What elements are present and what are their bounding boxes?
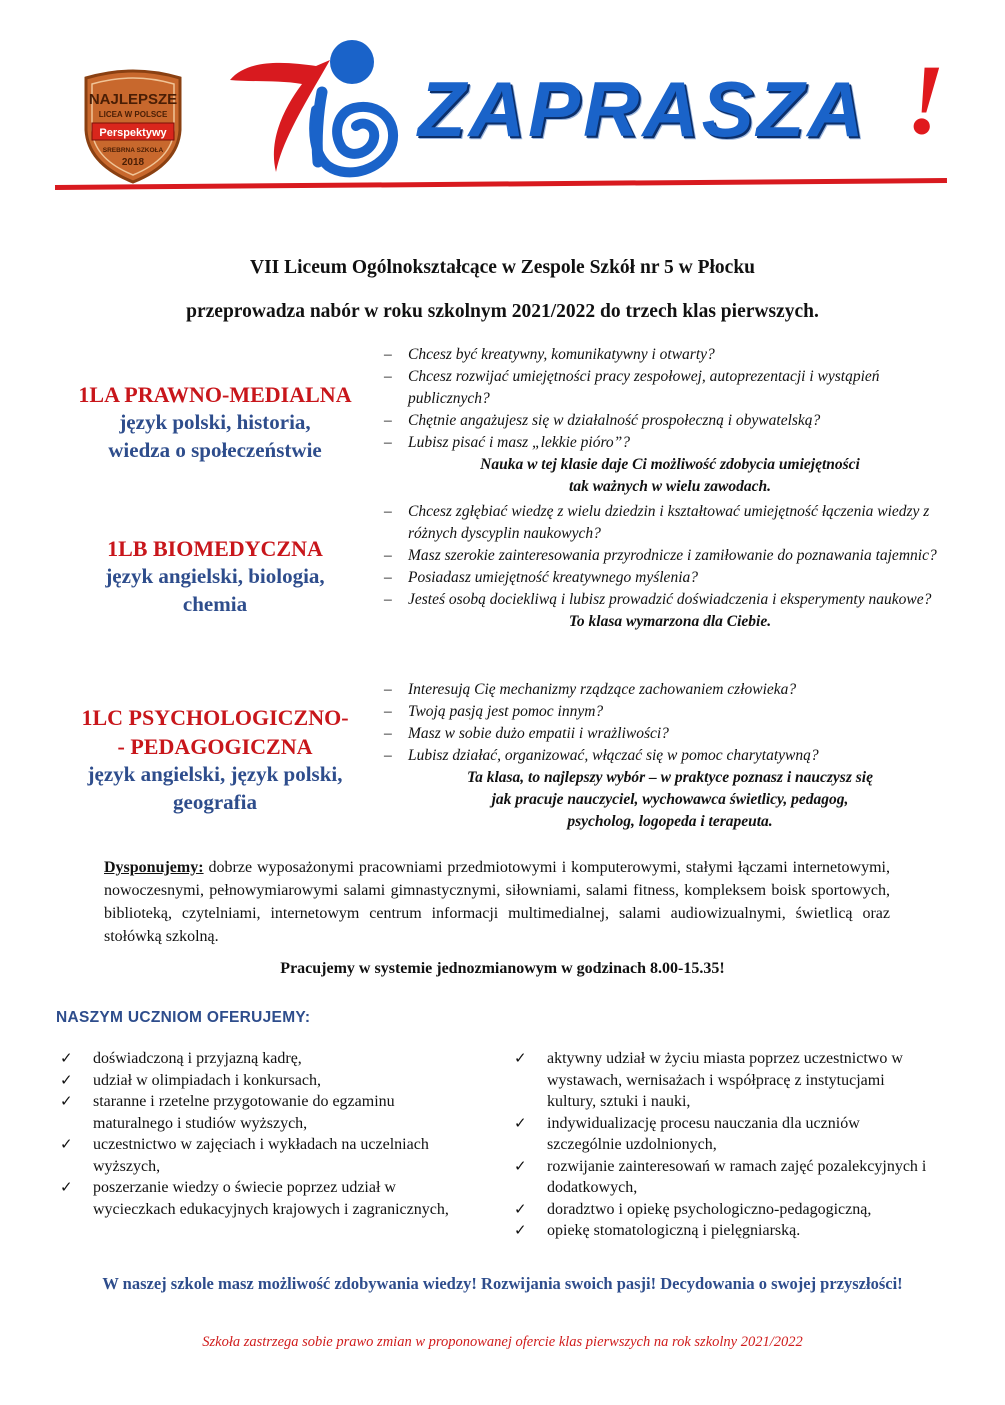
class-1lb	[30, 534, 400, 618]
question-item: – Masz szerokie zainteresowania przyrodnicze i zamiłowanie do poznawania tajemnic?	[384, 547, 937, 564]
class-summary: Nauka w tej klasie daje Ci możliwość zdobycia umiejętności	[480, 456, 860, 473]
check-icon: ✓	[514, 1113, 527, 1132]
question-item: – Interesują Cię mechanizmy rządzące zachowaniem człowieka?	[384, 681, 797, 698]
school-name-heading: VII Liceum Ogólnokształcące w Zespole Szkół nr 5 w Płocku	[249, 257, 756, 278]
offer-item: ✓ doradztwo i opiekę psychologiczno-pedagogiczną,	[510, 1199, 930, 1221]
check-icon: ✓	[514, 1049, 527, 1067]
offer-list-right	[510, 1048, 930, 1242]
header-divider	[55, 178, 947, 190]
check-icon: ✓	[60, 1135, 73, 1153]
school-motto: W naszej szkole masz możliwość zdobywania wiedzy! Rozwijania swoich pasji! Decydowania o swojej przyszłości!	[102, 1274, 903, 1293]
check-icon: ✓	[60, 1049, 73, 1067]
perspektywy-badge	[78, 68, 188, 186]
question-item: – Chętnie angażujesz się w działalność prospołeczną i obywatelską?	[384, 412, 821, 429]
class-subjects: język polski, historia,	[119, 410, 311, 435]
check-icon: ✓	[514, 1221, 527, 1239]
badge-year: 2018	[121, 157, 145, 168]
offer-item: ✓ indywidualizację procesu nauczania dla uczniów szczególnie uzdolnionych,	[514, 1113, 860, 1153]
class-subjects: wiedza o społeczeństwie	[108, 437, 322, 462]
title-exclamation: !	[906, 44, 945, 155]
question-item: – Jesteś osobą dociekliwą i lubisz prowadzić doświadczenia i eksperymenty naukowe?	[384, 591, 932, 608]
question-item: – Chcesz być kreatywny, komunikatywny i otwarty?	[384, 346, 715, 363]
class-summary: tak ważnych w wielu zawodach.	[569, 478, 771, 495]
class-summary: jak pracuje nauczyciel, wychowawca świetlicy, pedagog,	[491, 791, 849, 808]
class-subjects: chemia	[182, 591, 248, 616]
offer-item: ✓ poszerzanie wiedzy o świecie poprzez udział w wycieczkach edukacyjnych krajowych i zagranicznych,	[60, 1178, 449, 1218]
question-item: – Lubisz działać, organizować, włączać się w pomoc charytatywną?	[384, 747, 819, 764]
title-zaprasza: ZAPRASZA	[418, 65, 867, 153]
class-summary: psycholog, logopeda i terapeuta.	[567, 813, 773, 830]
question-item: – Posiadasz umiejętność kreatywnego myślenia?	[384, 569, 698, 586]
class-1lb-questions	[378, 501, 938, 633]
offer-item: ✓ opiekę stomatologiczną i pielęgniarską.	[510, 1220, 930, 1242]
disclaimer-note: Szkoła zastrzega sobie prawo zmian w proponowanej ofercie klas pierwszych na rok szkolny 2021/2022	[202, 1334, 803, 1350]
badge-ribbon: Perspektywy	[99, 127, 167, 139]
offer-item: ✓ udział w olimpiadach i konkursach,	[56, 1070, 456, 1092]
class-summary: Ta klasa, to najlepszy wybór – w praktyce poznasz i nauczysz się	[467, 769, 873, 786]
facilities-text: dobrze wyposażonymi pracowniami przedmiotowymi i komputerowymi, stałymi łączami internetowymi, nowoczesnymi, pełnowymiarowymi salami gimnastycznymi, siłowniami, salami fitness, kompleksem boisk sportowych, biblioteką, czytelniami, internetowym centrum informacji multimedialnej, salami audiowizualnymi, świetlicą oraz stołówką szkolną.	[104, 859, 890, 945]
badge-line3: SREBRNA SZKOŁA	[102, 147, 164, 154]
school-logo	[218, 22, 403, 182]
question-item: – Lubisz pisać i masz „lekkie pióro”?	[384, 434, 631, 451]
class-1la	[30, 380, 400, 464]
class-subjects: język angielski, biologia,	[105, 564, 325, 589]
offer-title: NASZYM UCZNIOM OFERUJEMY:	[56, 1009, 311, 1026]
question-item: – Twoją pasją jest pomoc innym?	[384, 703, 604, 720]
check-icon: ✓	[60, 1070, 73, 1089]
check-icon: ✓	[514, 1156, 527, 1175]
facilities-label: Dysponujemy:	[104, 859, 204, 876]
class-name: - PEDAGOGICZNA	[117, 734, 313, 760]
offer-item: ✓ aktywny udział w życiu miasta poprzez uczestnictwo w wystawach, wernisażach i współpracę z instytucjami kultury, sztuki i nauki,	[514, 1049, 903, 1110]
check-icon: ✓	[514, 1199, 527, 1218]
class-name: 1LB BIOMEDYCZNA	[107, 536, 323, 561]
question-item: – Chcesz zgłębiać wiedzę z wielu dziedzin i kształtować umiejętność łączenia wiedzy z różnych dyscyplin naukowych?	[384, 503, 930, 542]
question-item: – Chcesz rozwijać umiejętności pracy zespołowej, autoprezentacji i wystąpień publicznych?	[384, 368, 880, 407]
offer-item: ✓ rozwijanie zainteresowań w ramach zajęć pozalekcyjnych i dodatkowych,	[514, 1156, 927, 1196]
offer-item: ✓ staranne i rzetelne przygotowanie do egzaminu maturalnego i studiów wyższych,	[60, 1092, 395, 1132]
offer-list-left	[56, 1048, 456, 1220]
question-item: – Masz w sobie dużo empatii i wrażliwości?	[384, 725, 669, 742]
class-subjects: język angielski, język polski,	[87, 762, 343, 787]
badge-line1: NAJLEPSZE	[88, 91, 178, 108]
badge-line2: LICEA W POLSCE	[98, 110, 168, 119]
class-subjects: geografia	[173, 789, 257, 814]
working-hours: Pracujemy w systemie jednozmianowym w godzinach 8.00-15.35!	[280, 960, 725, 977]
class-1la-questions	[378, 344, 938, 498]
class-name: 1LC PSYCHOLOGICZNO-	[81, 705, 349, 730]
class-summary: To klasa wymarzona dla Ciebie.	[568, 613, 772, 630]
facilities-paragraph	[104, 856, 890, 948]
check-icon: ✓	[60, 1178, 73, 1196]
recruitment-heading: przeprowadza nabór w roku szkolnym 2021/2022 do trzech klas pierwszych.	[186, 301, 819, 322]
class-1lc	[30, 703, 400, 817]
check-icon: ✓	[60, 1092, 73, 1110]
class-1lc-questions	[378, 679, 938, 833]
offer-item: ✓ uczestnictwo w zajęciach i wykładach na uczelniach wyższych,	[60, 1135, 429, 1175]
offer-item: ✓ doświadczoną i przyjazną kadrę,	[56, 1048, 456, 1070]
class-name: 1LA PRAWNO-MEDIALNA	[78, 382, 352, 407]
